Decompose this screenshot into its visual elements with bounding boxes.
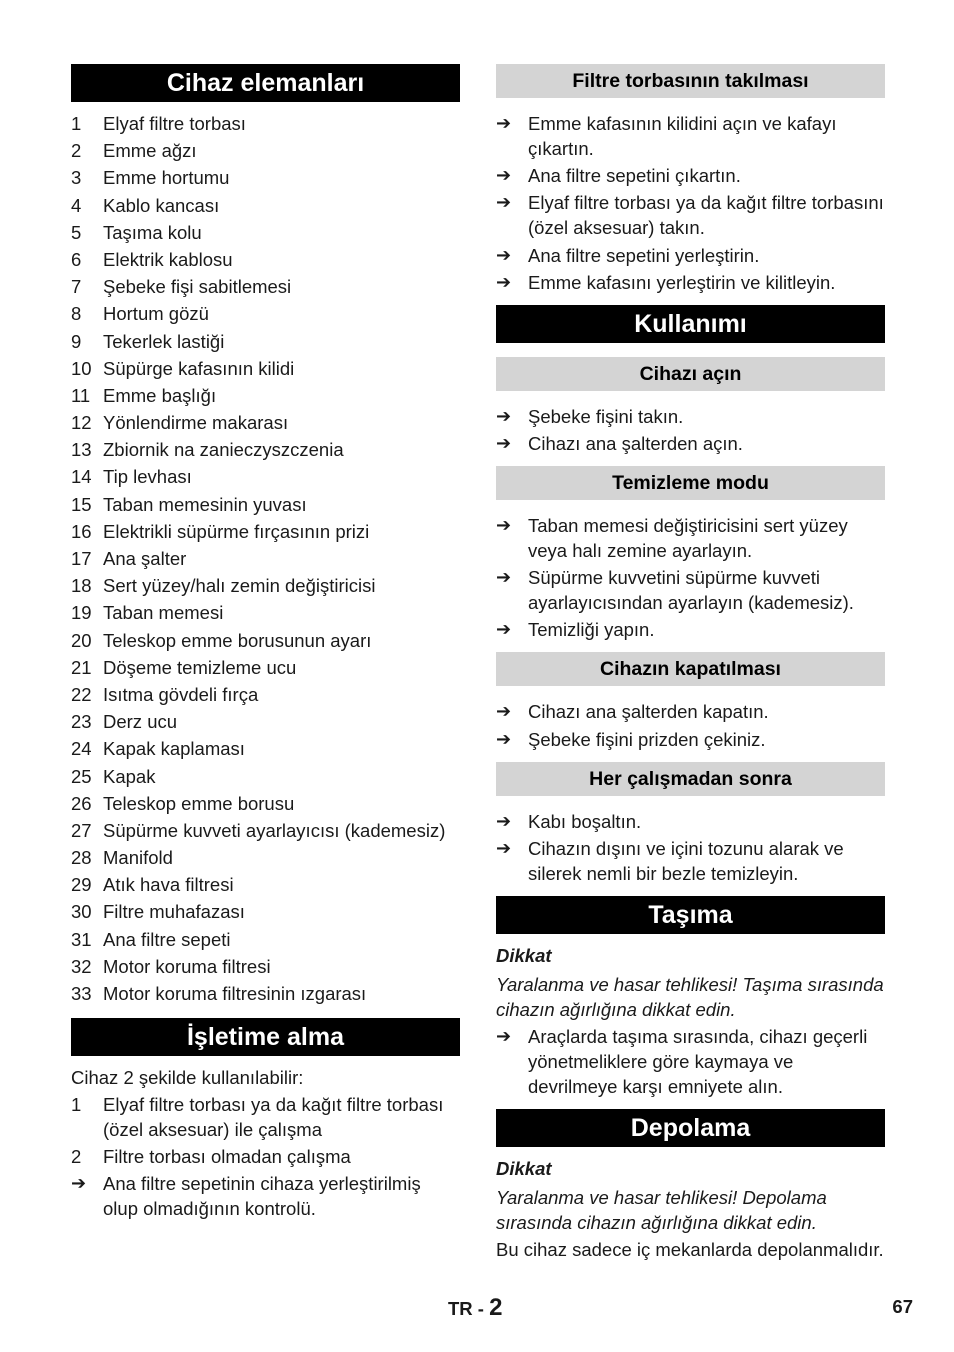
transport-caution-label: Dikkat — [496, 944, 552, 966]
step-text: Ana filtre sepetini yerleştirin. — [528, 244, 760, 266]
arrow-icon: ➔ — [496, 728, 512, 749]
heading-filter-bag-installation: Filtre torbasının takılması — [496, 64, 885, 98]
filter-steps-list — [496, 111, 885, 295]
arrow-icon: ➔ — [496, 113, 512, 133]
list-item — [71, 1092, 460, 1142]
arrow-icon: ➔ — [496, 514, 512, 535]
step-item — [496, 163, 885, 188]
list-item — [71, 791, 460, 816]
list-item — [71, 329, 460, 354]
item-text: Ana şalter — [103, 548, 187, 569]
item-text: Derz ucu — [103, 711, 178, 733]
item-number: 14 — [71, 466, 92, 488]
item-number: 25 — [71, 765, 92, 787]
item-number: 7 — [71, 276, 82, 298]
list-item — [71, 193, 460, 218]
arrow-icon: ➔ — [496, 405, 512, 426]
item-text: Manifold — [103, 847, 173, 869]
item-text: Teleskop emme borusu — [103, 792, 295, 814]
arrow-icon: ➔ — [496, 619, 512, 640]
heading-switch-off: Cihazın kapatılması — [496, 652, 885, 686]
step-item — [496, 431, 885, 456]
step-item — [496, 617, 885, 642]
step-item — [496, 243, 885, 268]
components-list — [71, 111, 460, 1006]
step-text: Emme kafasının kilidini açın ve kafayı çıkartın. — [528, 113, 837, 159]
heading-switch-on: Cihazı açın — [496, 357, 885, 391]
item-number: 2 — [71, 140, 82, 162]
modes-list — [71, 1092, 460, 1169]
arrow-icon: ➔ — [496, 271, 512, 292]
step-text: Şebeke fişini prizden çekiniz. — [528, 728, 766, 750]
item-number: 1 — [71, 1094, 82, 1115]
switch-off-steps-list — [496, 699, 885, 751]
item-text: Süpürge kafasının kilidi — [103, 357, 295, 379]
after-use-steps-list — [496, 809, 885, 886]
footer-section-number: 2 — [489, 1294, 503, 1321]
item-number: 30 — [71, 901, 92, 923]
list-item — [71, 383, 460, 408]
step-item — [496, 270, 885, 295]
list-item — [71, 492, 460, 517]
item-text: Atık hava filtresi — [103, 874, 234, 896]
transport-warning: Yaralanma ve hasar tehlikesi! Taşıma sırasında cihazın ağırlığına dikkat edin. — [496, 973, 884, 1020]
item-number: 31 — [71, 928, 92, 950]
arrow-icon: ➔ — [496, 810, 512, 831]
list-item — [71, 274, 460, 299]
item-number: 8 — [71, 303, 82, 325]
item-number: 24 — [71, 738, 92, 760]
check-step — [71, 1171, 460, 1221]
transport-step — [496, 1024, 885, 1099]
item-text: Emme hortumu — [103, 167, 230, 189]
item-number: 15 — [71, 493, 92, 515]
item-text: Sert yüzey/halı zemin değiştiricisi — [103, 575, 376, 597]
item-text: Şebeke fişi sabitlemesi — [103, 276, 292, 298]
item-text: Kapak — [103, 765, 156, 787]
item-text: Teleskop emme borusunun ayarı — [103, 629, 372, 651]
item-number: 5 — [71, 221, 82, 243]
step-text: Taban memesi değiştiricisini sert yüzey veya halı zemine ayarlayın. — [528, 514, 848, 561]
item-text: Isıtma gövdeli fırça — [103, 683, 259, 705]
item-text: Elektrikli süpürme fırçasının prizi — [103, 520, 370, 542]
list-item — [71, 845, 460, 870]
list-item — [71, 899, 460, 924]
step-text: Ana filtre sepetinin cihaza yerleştirilmiş olup olmadığının kontrolü. — [103, 1173, 421, 1220]
item-number: 13 — [71, 439, 92, 461]
list-item — [71, 954, 460, 979]
arrow-icon: ➔ — [496, 701, 512, 722]
list-item — [71, 628, 460, 653]
list-item — [71, 736, 460, 761]
heading-cleaning-mode: Temizleme modu — [496, 466, 885, 500]
item-text: Emme ağzı — [103, 140, 197, 162]
item-number: 29 — [71, 874, 92, 896]
arrow-icon: ➔ — [496, 192, 512, 213]
item-number: 23 — [71, 711, 92, 733]
item-text: Tip levhası — [103, 466, 192, 488]
step-text: Elyaf filtre torbası ya da kağıt filtre torbasını (özel aksesuar) takın. — [528, 192, 884, 239]
commissioning-intro: Cihaz 2 şekilde kullanılabilir: — [71, 1067, 304, 1088]
step-text: Cihazı ana şalterden kapatın. — [528, 701, 769, 723]
item-text: Taşıma kolu — [103, 221, 202, 243]
item-number: 1 — [71, 113, 82, 134]
storage-warning: Yaralanma ve hasar tehlikesi! Depolama sırasında cihazın ağırlığına dikkat edin. — [496, 1186, 827, 1233]
arrow-icon: ➔ — [496, 567, 512, 588]
heading-storage: Depolama — [496, 1109, 885, 1147]
item-number: 18 — [71, 575, 92, 597]
switch-on-steps-list — [496, 404, 885, 456]
item-text: Motor koruma filtresinin ızgarası — [103, 983, 367, 1004]
item-number: 12 — [71, 412, 92, 434]
item-text: Filtre torbası olmadan çalışma — [103, 1146, 351, 1168]
step-item — [496, 727, 885, 752]
step-text: Temizliği yapın. — [528, 619, 655, 641]
step-text: Ana filtre sepetini çıkartın. — [528, 165, 741, 187]
step-item — [496, 699, 885, 724]
item-number: 10 — [71, 357, 92, 379]
item-text: Zbiornik na zanieczyszczenia — [103, 439, 344, 461]
list-item — [71, 600, 460, 625]
list-item — [71, 682, 460, 707]
item-number: 6 — [71, 248, 82, 270]
item-number: 26 — [71, 792, 92, 814]
item-number: 32 — [71, 955, 92, 977]
heading-commissioning: İşletime alma — [71, 1018, 460, 1056]
footer-section-code — [448, 1294, 502, 1322]
item-text: Tekerlek lastiği — [103, 330, 225, 352]
item-text: Elyaf filtre torbası — [103, 113, 246, 134]
item-text: Süpürme kuvveti ayarlayıcısı (kademesiz) — [103, 819, 446, 841]
list-item — [71, 356, 460, 381]
step-item — [496, 190, 885, 240]
heading-usage: Kullanımı — [496, 305, 885, 343]
item-number: 2 — [71, 1146, 82, 1168]
arrow-icon: ➔ — [71, 1173, 87, 1194]
item-text: Elyaf filtre torbası ya da kağıt filtre torbası (özel aksesuar) ile çalışma — [103, 1094, 444, 1140]
item-number: 21 — [71, 656, 92, 678]
list-item — [71, 111, 460, 136]
list-item — [71, 927, 460, 952]
list-item — [71, 410, 460, 435]
item-number: 16 — [71, 520, 92, 542]
storage-caution-label: Dikkat — [496, 1157, 552, 1179]
footer-lang: TR - — [448, 1298, 484, 1319]
item-text: Ana filtre sepeti — [103, 928, 231, 950]
list-item — [71, 764, 460, 789]
item-number: 33 — [71, 983, 92, 1004]
item-number: 3 — [71, 167, 82, 189]
item-text: Kablo kancası — [103, 194, 220, 216]
step-item — [496, 565, 885, 615]
item-text: Yönlendirme makarası — [103, 412, 289, 434]
item-number: 17 — [71, 548, 92, 569]
list-item — [71, 464, 460, 489]
left-column — [71, 64, 460, 1224]
step-text: Cihazın dışını ve içini tozunu alarak ve silerek nemli bir bezle temizleyin. — [528, 837, 844, 884]
list-item — [71, 220, 460, 245]
step-text: Kabı boşaltın. — [528, 810, 642, 832]
right-column — [496, 64, 885, 1264]
step-item — [496, 836, 885, 886]
item-number: 28 — [71, 847, 92, 869]
list-item — [71, 573, 460, 598]
page-number: 67 — [892, 1296, 913, 1317]
item-text: Elektrik kablosu — [103, 248, 233, 270]
item-number: 20 — [71, 629, 92, 651]
item-text: Motor koruma filtresi — [103, 955, 271, 977]
list-item — [71, 437, 460, 462]
arrow-icon: ➔ — [496, 1025, 512, 1046]
storage-note: Bu cihaz sadece iç mekanlarda depolanmalıdır. — [496, 1238, 884, 1260]
item-number: 11 — [71, 384, 91, 406]
arrow-icon: ➔ — [496, 837, 512, 858]
cleaning-steps-list — [496, 513, 885, 642]
item-number: 4 — [71, 194, 82, 216]
step-item — [496, 513, 885, 563]
item-text: Emme başlığı — [103, 384, 217, 406]
list-item — [71, 709, 460, 734]
list-item — [71, 981, 460, 1006]
list-item — [71, 655, 460, 680]
step-text: Araçlarda taşıma sırasında, cihazı geçerli yönetmeliklere göre kaymaya ve devrilmeye karşı emniyete alın. — [528, 1025, 868, 1097]
item-number: 22 — [71, 683, 92, 705]
step-text: Emme kafasını yerleştirin ve kilitleyin. — [528, 271, 836, 293]
item-text: Taban memesi — [103, 602, 224, 624]
list-item — [71, 546, 460, 571]
item-text: Hortum gözü — [103, 303, 209, 325]
list-item — [71, 1144, 460, 1169]
list-item — [71, 872, 460, 897]
step-text: Şebeke fişini takın. — [528, 405, 684, 427]
step-item — [496, 404, 885, 429]
step-text: Cihazı ana şalterden açın. — [528, 432, 743, 454]
step-item — [496, 809, 885, 834]
item-text: Kapak kaplaması — [103, 738, 245, 760]
item-text: Döşeme temizleme ucu — [103, 656, 297, 678]
list-item — [71, 818, 460, 843]
list-item — [71, 247, 460, 272]
arrow-icon: ➔ — [496, 432, 512, 453]
item-number: 27 — [71, 819, 92, 841]
arrow-icon: ➔ — [496, 244, 512, 265]
heading-device-components: Cihaz elemanları — [71, 64, 460, 102]
item-number: 19 — [71, 602, 92, 624]
step-text: Süpürme kuvvetini süpürme kuvveti ayarlayıcısından ayarlayın (kademesiz). — [528, 567, 854, 614]
list-item — [71, 165, 460, 190]
item-number: 9 — [71, 330, 82, 352]
list-item — [71, 138, 460, 163]
list-item — [71, 519, 460, 544]
item-text: Taban memesinin yuvası — [103, 493, 307, 515]
heading-after-each-use: Her çalışmadan sonra — [496, 762, 885, 796]
step-item — [496, 111, 885, 161]
heading-transport: Taşıma — [496, 896, 885, 934]
arrow-icon: ➔ — [496, 165, 512, 186]
item-text: Filtre muhafazası — [103, 901, 245, 923]
list-item — [71, 301, 460, 326]
